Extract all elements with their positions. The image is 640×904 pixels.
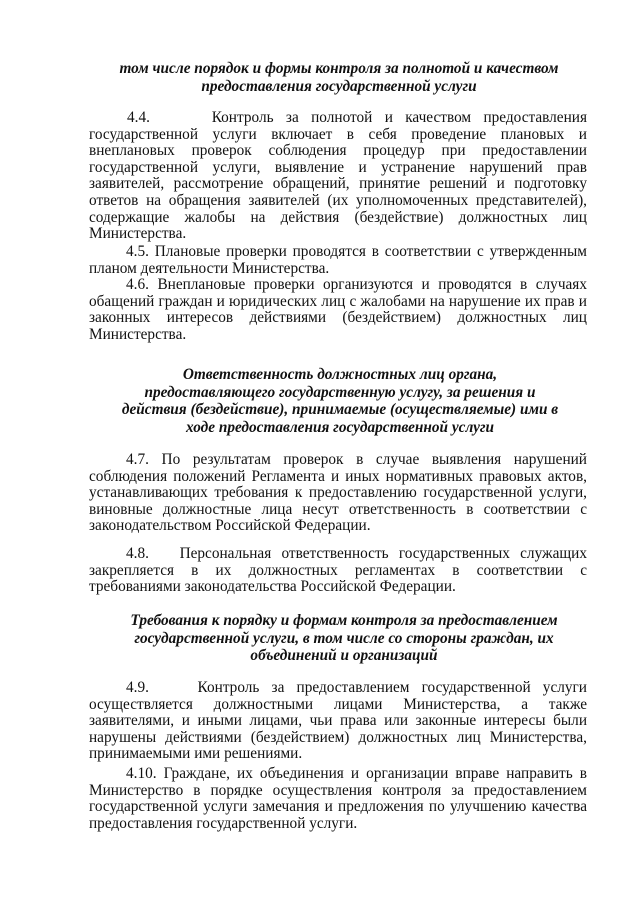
paragraph-4-8: 4.8. Персональная ответственность государственных служащих закрепляется в их должностных регламентах в соответствии с требованиями законодательства Российской Федерации. bbox=[89, 545, 587, 596]
section-heading-control-requirements: Требования к порядку и формам контроля за предоставлением государственной услуги, в том числе со стороны граждан, их объединений и организаций bbox=[130, 612, 558, 664]
paragraph-4-9: 4.9. Контроль за предоставлением государственной услуги осуществляется должностными лицами Министерства, а также заявителями, и иными лицами, чьи права или законные интересы были нарушены действиями (бездействием) должностных лиц Министерства, принимаемыми ими решениями. bbox=[89, 679, 587, 763]
paragraph-4-5: 4.5. Плановые проверки проводятся в соответствии с утвержденным планом деятельности Министерства. bbox=[89, 243, 587, 277]
paragraph-4-10: 4.10. Граждане, их объединения и организации вправе направить в Министерство в порядке осуществления контроля за предоставлением государственной услуги замечания и предложения по улучшению качества предоставления государственной услуги. bbox=[89, 765, 587, 832]
paragraph-4-4: 4.4. Контроль за полнотой и качеством предоставления государственной услуги включает в себя проведение плановых и внеплановых проверок соблюдения процедур при предоставлении государственной услуги, выявление и устранение нарушений прав заявителей, рассмотрение обращений, принятие решений и подготовку ответов на обращения заявителей (их уполномоченных представителей), содержащие жалобы на действия (бездействие) должностных лиц Министерства. bbox=[89, 109, 587, 243]
section-heading-control-quality: том числе порядок и формы контроля за полнотой и качеством предоставления государственной услуги bbox=[119, 60, 559, 95]
paragraph-4-7: 4.7. По результатам проверок в случае выявления нарушений соблюдения положений Регламента и иных нормативных правовых актов, устанавливающих требования к предоставлению государственной услуги, виновные должностные лица несут ответственность в соответствии с законодательством Российской Федерации. bbox=[89, 451, 587, 535]
section-heading-responsibility: Ответственность должностных лиц органа, предоставляющего государственную услугу, за решения и действия (бездействие), принимаемые (осуществляемые) ими в ходе предоставления государственной услуги bbox=[121, 366, 559, 436]
paragraph-4-6: 4.6. Внеплановые проверки организуются и проводятся в случаях обащений граждан и юридических лиц с жалобами на нарушение их прав и законных интересов действиями (бездействием) должностных лиц Министерства. bbox=[89, 276, 587, 343]
